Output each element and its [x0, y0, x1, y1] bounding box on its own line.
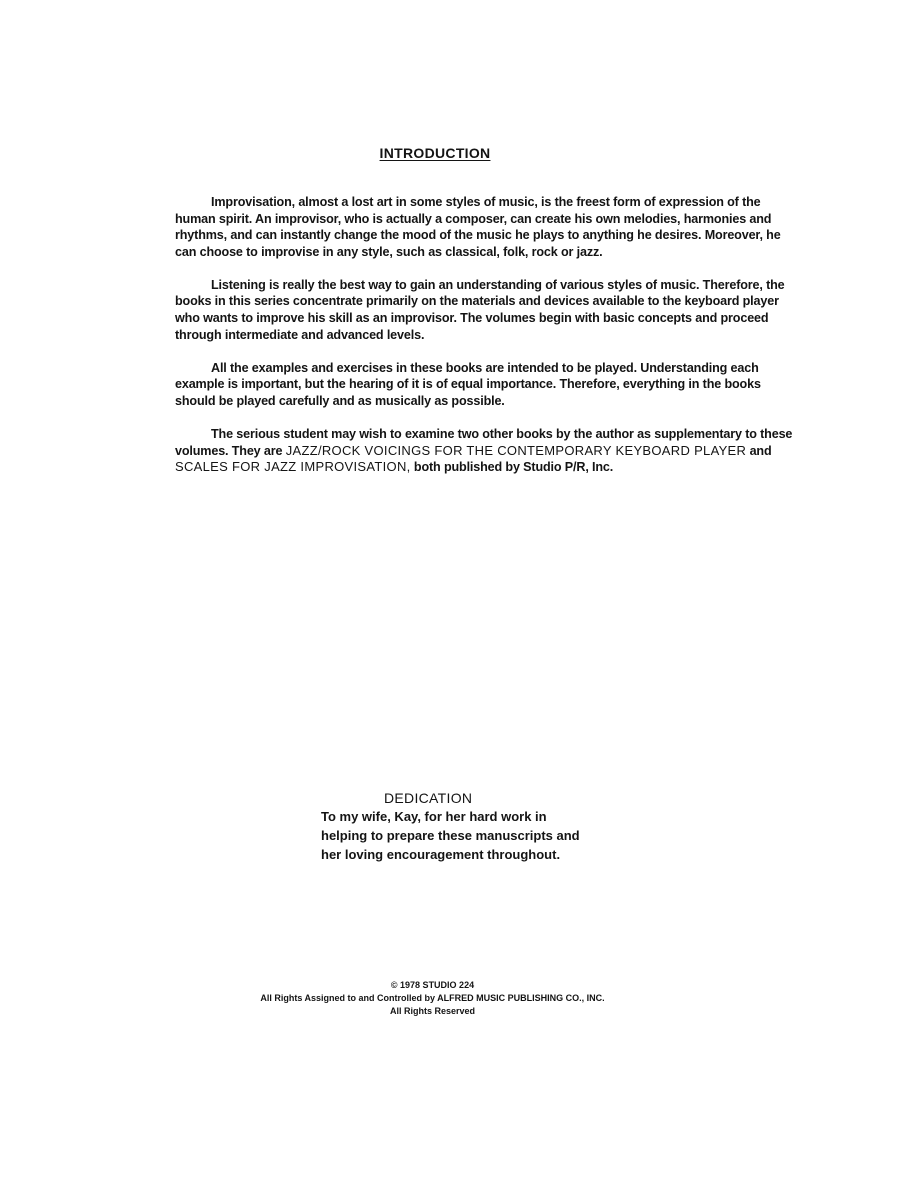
intro-paragraph-4-text-middle: and — [746, 443, 772, 458]
dedication-line-3: her loving encouragement throughout. — [321, 847, 561, 862]
copyright-year-line: © 1978 STUDIO 224 — [390, 980, 475, 990]
introduction-body — [175, 194, 797, 492]
intro-paragraph-4-text-before: The serious student may wish to examine two other books by the author as supplementary to these volumes. They are — [175, 427, 793, 458]
copyright-rights-reserved-line: All Rights Reserved — [389, 1006, 476, 1016]
introduction-heading: INTRODUCTION — [379, 145, 491, 161]
copyright-notice — [0, 979, 865, 1018]
intro-paragraph-4-text-after: both published by Studio P/R, Inc. — [410, 460, 614, 475]
book-title-scales-for-jazz: SCALES FOR JAZZ IMPROVISATION, — [175, 459, 411, 475]
copyright-rights-assigned-line: All Rights Assigned to and Controlled by ALFRED MUSIC PUBLISHING CO., INC. — [260, 993, 605, 1003]
intro-paragraph-4 — [175, 426, 797, 476]
dedication-title: DEDICATION — [384, 790, 473, 806]
intro-paragraph-2: Listening is really the best way to gain an understanding of various styles of music. Therefore, the books in this series concentrate primarily on the materials and devices available to the keyboard player who wants to improve his skill as an improvisor. The volumes begin with basic concepts and proceed through intermediate and advanced levels. — [175, 277, 785, 342]
dedication-block — [321, 789, 641, 864]
dedication-line-1: To my wife, Kay, for her hard work in — [321, 809, 547, 824]
intro-paragraph-1: Improvisation, almost a lost art in some styles of music, is the freest form of expression of the human spirit. An improvisor, who is actually a composer, can create his own melodies, harmonies and rhythms, and can instantly change the mood of the music he plays to anything he desires. Moreover, he can choose to improvise in any style, such as classical, folk, rock or jazz. — [175, 195, 781, 259]
intro-paragraph-3: All the examples and exercises in these books are intended to be played. Understanding each example is important, but the hearing of it is of equal importance. Therefore, everything in the books should be played carefully and as musically as possible. — [175, 360, 761, 408]
book-title-jazz-rock-voicings: JAZZ/ROCK VOICINGS FOR THE CONTEMPORARY KEYBOARD PLAYER — [285, 442, 747, 458]
dedication-line-2: helping to prepare these manuscripts and — [321, 828, 580, 843]
